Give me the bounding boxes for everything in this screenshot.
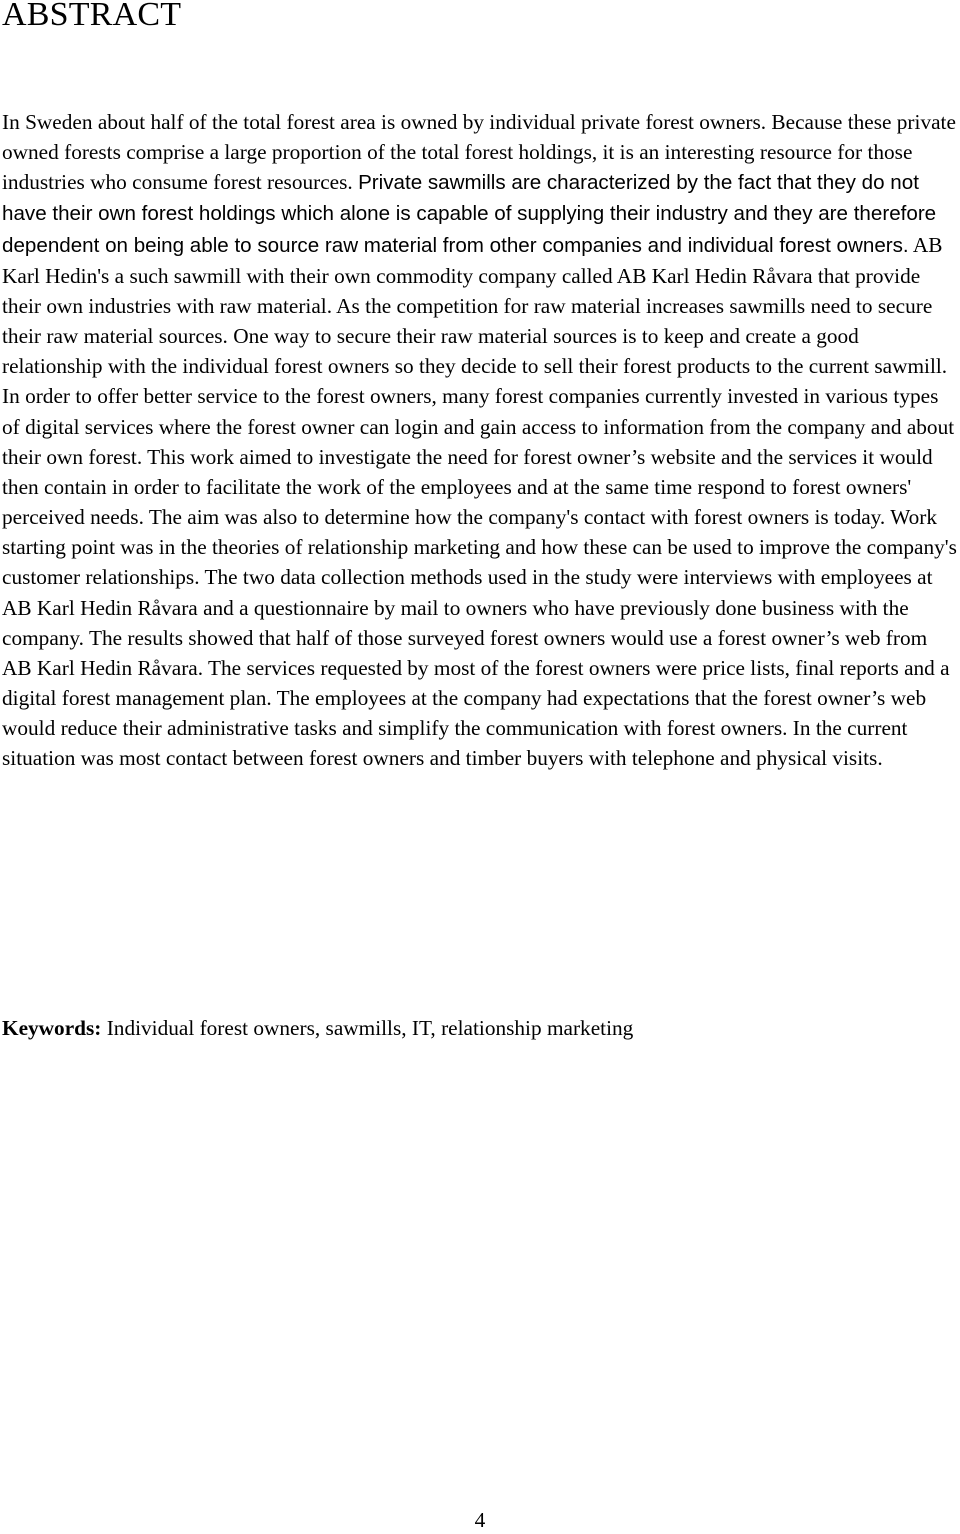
keywords-line bbox=[2, 1013, 958, 1043]
page-title: ABSTRACT bbox=[2, 0, 182, 33]
abstract-paragraph bbox=[2, 107, 958, 773]
abstract-segment-sawmills: Private sawmills are characterized by the fact that they do not have their own forest holdings which alone is capable of supplying their industry and they are therefore dependent on being able to source raw material from other companies and individual forest owners. bbox=[2, 171, 937, 257]
page-number: 4 bbox=[474, 1508, 486, 1532]
keywords-label: Keywords: bbox=[2, 1016, 102, 1040]
keywords-text: Individual forest owners, sawmills, IT, relationship marketing bbox=[106, 1016, 634, 1040]
abstract-segment-intro: In Sweden about half of the total forest area is owned by individual private forest owners. Because these private owned forests comprise a large proportion of the total forest holdings, it is an interesting resource for those industries who consume forest resources. bbox=[2, 110, 956, 195]
abstract-segment-study: AB Karl Hedin's a such sawmill with their own commodity company called AB Karl Hedin Råvara that provide their own industries with raw material. As the competition for raw material increases sawmills need to secure their raw material sources. One way to secure their raw material sources is to keep and create a good relationship with the individual forest owners so they decide to sell their forest products to the current sawmill. In order to offer better service to the forest owners, many forest companies currently invested in various types of digital services where the forest owner can login and gain access to information from the company and about their own forest. This work aimed to investigate the need for forest owner’s website and the services it would then contain in order to facilitate the work of the employees and at the same time respond to forest owners' perceived needs. The aim was also to determine how the company's contact with forest owners is today. Work starting point was in the theories of relationship marketing and how these can be used to improve the company's customer relationships. The two data collection methods used in the study were interviews with employees at AB Karl Hedin Råvara and a questionnaire by mail to owners who have previously done business with the company. The results showed that half of those surveyed forest owners would use a forest owner’s web from AB Karl Hedin Råvara. The services requested by most of the forest owners were price lists, final reports and a digital forest management plan. The employees at the company had expectations that the forest owner’s web would reduce their administrative tasks and simplify the communication with forest owners. In the current situation was most contact between forest owners and timber buyers with telephone and physical visits. bbox=[2, 232, 957, 771]
